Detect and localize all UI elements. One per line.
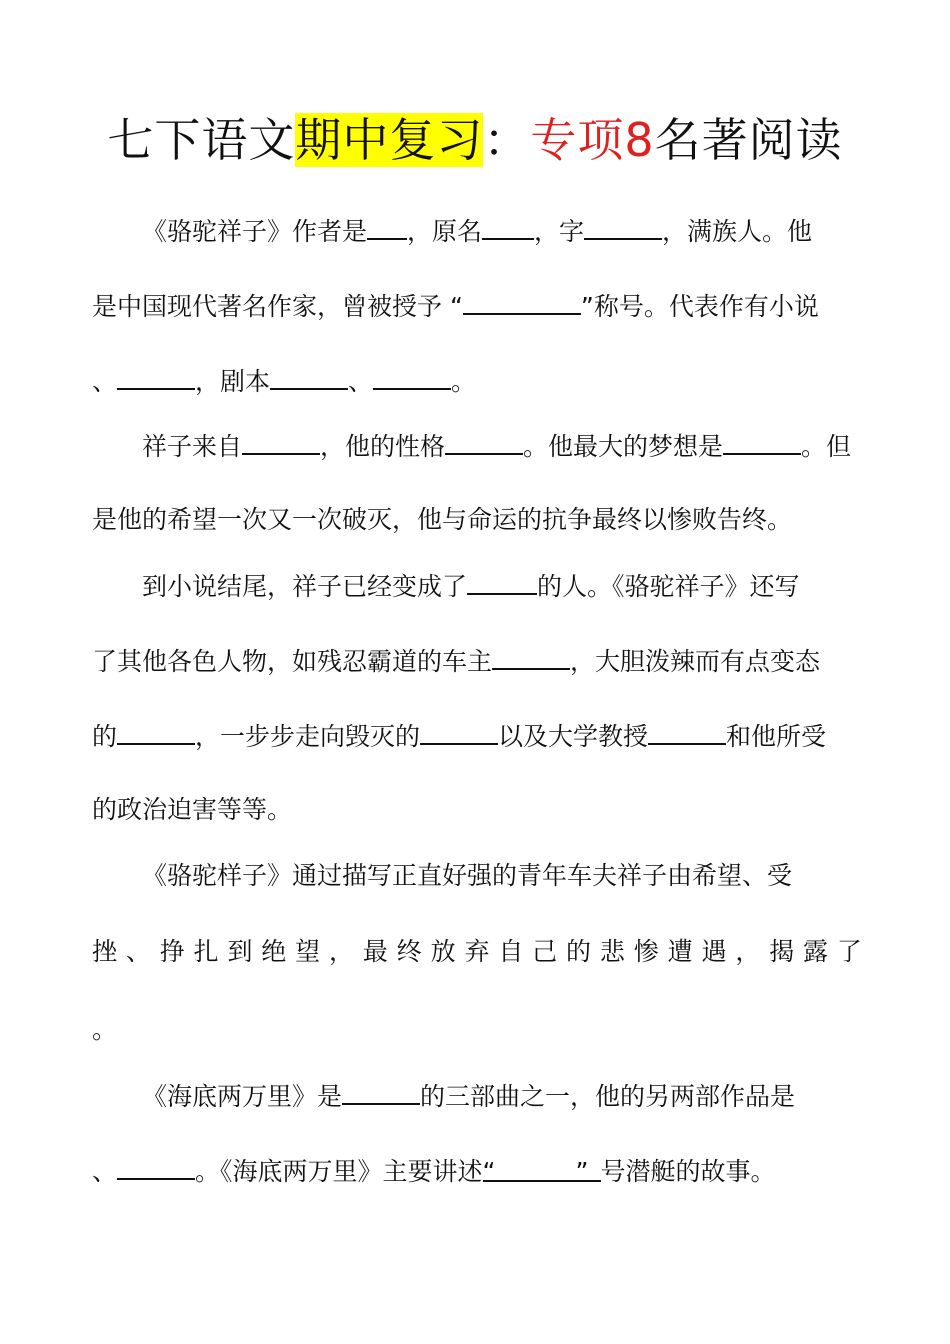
title-topic: 专项8 (530, 113, 655, 167)
title-subject: 名著阅读 (654, 113, 843, 167)
fill-blank (242, 427, 320, 455)
text: 的三部曲之一，他的另两部作品是 (420, 1082, 796, 1111)
text: ，满族人。他 (662, 217, 813, 246)
char: 放 (430, 937, 456, 966)
text: 《骆驼样子》通过描写正直好强的青年车夫祥子由希望、受 (142, 861, 793, 890)
text: 以及大学教授 (498, 722, 649, 751)
title-highlight: 期中复习 (295, 113, 484, 167)
fill-blank-quoted (482, 1154, 601, 1186)
p5-line1 (92, 1077, 862, 1115)
p1-line2 (92, 287, 862, 325)
p3-line2 (92, 642, 862, 680)
fill-blank (117, 1152, 195, 1180)
text: ，大胆泼辣而有点变态 (570, 647, 821, 676)
char: 遇 (701, 937, 727, 966)
text: 号潜艇的故事。 (600, 1157, 776, 1186)
title-part-grade: 七下语文 (107, 113, 296, 167)
p3-line4 (92, 792, 862, 828)
fill-blank (584, 212, 662, 240)
char: 自 (498, 937, 524, 966)
text: 、 (92, 367, 118, 396)
fill-blank (367, 212, 407, 240)
quote-close: ” (575, 1157, 589, 1186)
text: 《海底两万里》是 (142, 1082, 343, 1111)
quote-close: ” (580, 292, 594, 321)
text: 。但 (801, 432, 852, 461)
char: ， (735, 937, 761, 966)
fill-blank (445, 427, 523, 455)
text: ，原名 (407, 217, 483, 246)
text: 。 (451, 367, 477, 396)
text: 。 (92, 1015, 118, 1044)
char: 悲 (599, 937, 625, 966)
p2-line2 (92, 502, 862, 538)
text: 是他的希望一次又一次破灭，他与命运的抗争最终以惨败告终。 (92, 505, 793, 534)
fill-blank (482, 212, 534, 240)
title-colon: ： (483, 113, 531, 167)
p4-line3 (92, 1012, 862, 1048)
char: 了 (836, 937, 862, 966)
fill-blank (117, 362, 195, 390)
char: 到 (227, 937, 253, 966)
char: 、 (125, 937, 151, 966)
quote-open: “ (449, 292, 463, 321)
text: 、 (92, 1157, 118, 1186)
char: 扎 (193, 937, 219, 966)
text: ，字 (534, 217, 585, 246)
text: 称号。代表作有小说 (593, 292, 819, 321)
char: 揭 (769, 937, 795, 966)
fill-blank (117, 717, 195, 745)
quote-open: “ (482, 1157, 496, 1186)
page-title (0, 110, 950, 170)
char: 终 (396, 937, 422, 966)
text: 、 (348, 367, 374, 396)
p4-line1 (92, 858, 862, 894)
fill-blank (467, 567, 537, 595)
char: 遭 (667, 937, 693, 966)
text: 到小说结尾，祥子已经变成了 (142, 572, 468, 601)
text: 的政治迫害等等。 (92, 795, 293, 824)
fill-blank (270, 362, 348, 390)
p5-line2 (92, 1152, 862, 1190)
text: ，剧本 (195, 367, 271, 396)
p1-line1 (92, 212, 862, 250)
char: 露 (803, 937, 829, 966)
char: 望 (295, 937, 321, 966)
fill-blank (648, 717, 726, 745)
text: ，他的性格 (320, 432, 446, 461)
text: ，一步步走向毁灭的 (195, 722, 421, 751)
text: 的人。《骆驼祥子》还写 (537, 572, 800, 601)
p4-line2 (92, 934, 862, 970)
char: 绝 (261, 937, 287, 966)
text: 是中国现代著名作家，曾被授予 (92, 292, 450, 321)
char: ， (329, 937, 355, 966)
text: 和他所受 (726, 722, 827, 751)
fill-blank (492, 642, 570, 670)
char: 弃 (464, 937, 490, 966)
p3-line3 (92, 717, 862, 755)
fill-blank (373, 362, 451, 390)
fill-blank (342, 1077, 420, 1105)
text: 。《海底两万里》主要讲述 (195, 1157, 483, 1186)
text: 《骆驼祥子》作者是 (142, 217, 368, 246)
fill-blank (463, 287, 581, 315)
char: 挣 (159, 937, 185, 966)
char: 最 (362, 937, 388, 966)
fill-blank (420, 717, 498, 745)
char: 惨 (633, 937, 659, 966)
char: 挫 (92, 937, 118, 966)
p2-line1 (92, 427, 862, 465)
p1-line3 (92, 362, 862, 400)
char: 的 (566, 937, 592, 966)
text: 了其他各色人物，如残忍霸道的车主 (92, 647, 493, 676)
p3-line1 (92, 567, 862, 605)
fill-blank (723, 427, 801, 455)
char: 己 (532, 937, 558, 966)
text: 。他最大的梦想是 (523, 432, 724, 461)
text: 祥子来自 (142, 432, 243, 461)
text: 的 (92, 722, 118, 751)
